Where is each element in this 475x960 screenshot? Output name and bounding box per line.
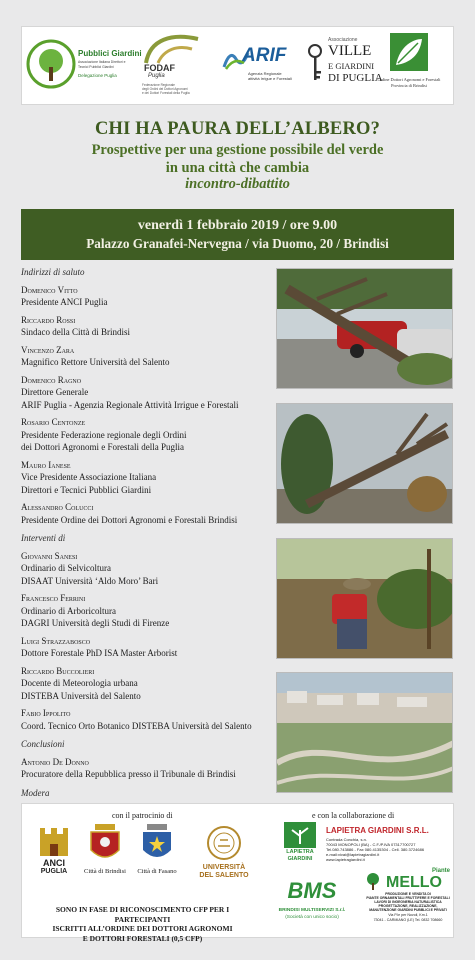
speaker-role: Magnifico Rettore Università del Salento <box>21 357 170 367</box>
mello-line2: PIANTE ORNAMENTALI FRUTTIFERE E FORESTALI <box>366 896 450 900</box>
event-subtitle-line2: in una città che cambia <box>165 160 310 176</box>
mello-line1: PRODUZIONE E VENDITA DI <box>385 892 431 896</box>
unisalento-line1: UNIVERSITÀ <box>202 864 246 871</box>
ville-w3: DI PUGLIA <box>328 72 383 84</box>
bms-line2: (Società con unico socio) <box>285 915 339 920</box>
speaker-name: Fabio Ippolito <box>21 708 71 718</box>
speaker-role: Direttore Generale <box>21 387 89 397</box>
anci-name: ANCI <box>43 858 65 868</box>
unisalento-logo <box>192 826 256 890</box>
pubblici-giardini-line3: Delegazione Puglia <box>78 73 117 78</box>
brindisi-label: Città di Brindisi <box>84 868 126 875</box>
speaker-name: Domenico Vitto <box>21 284 78 295</box>
speaker-role: Ordinario di Selvicoltura <box>21 563 111 573</box>
tree-emblem-icon <box>26 39 76 89</box>
arif-line1: Agenzia Regionale <box>248 71 282 76</box>
pubblici-giardini-line1: Associazione Italiana Direttori e <box>78 60 126 64</box>
speaker-role: Direttori e Tecnici Pubblici Giardini <box>21 484 152 495</box>
fodaf-swoosh-icon <box>142 33 202 67</box>
cfp-line1: SONO IN FASE DI RICONOSCIMENTO CFP PER I PARTECIPANTI <box>55 905 230 924</box>
castle-icon <box>38 826 70 856</box>
speaker-name: Vincenzo Zara <box>21 344 75 355</box>
pubblici-giardini-logo <box>26 33 142 99</box>
fodaf-line2: degli Ordini dei Dottori Agronomi <box>142 87 188 91</box>
sponsors-footer <box>21 803 454 943</box>
event-format: incontro-dibattito <box>185 176 290 192</box>
fodaf-line1: Federazione Regionale <box>142 83 175 87</box>
fasano-label: Città di Fasano <box>137 868 177 875</box>
ville-w2: E GIARDINI <box>328 61 375 71</box>
speaker-name: Luigi Strazzabosco <box>21 635 91 646</box>
speaker-role: Presidente Federazione regionale degli Ordini <box>21 429 187 440</box>
bms-logo <box>266 878 358 930</box>
mello-wordmark: MELLO <box>386 874 442 891</box>
anci-logo <box>32 826 76 874</box>
speaker-role: Procuratore della Repubblica presso il Tribunale di Brindisi <box>21 769 236 779</box>
program-section-heading: Conclusioni <box>21 739 65 749</box>
speaker-name: Riccardo Rossi <box>21 314 76 325</box>
unisalento-line2: DEL SALENTO <box>199 872 249 879</box>
cfp-notice <box>30 905 255 943</box>
title-block <box>0 119 475 192</box>
speaker-role: Coord. Tecnico Orto Botanico DISTEBA Università del Salento <box>21 720 252 731</box>
ordine-line2: Provincia di Brindisi <box>391 83 427 88</box>
speaker-role: Presidente Ordine dei Dottori Agronomi e Forestali Brindisi <box>21 514 238 525</box>
lapietra-logo-text1: LAPIETRA <box>286 849 314 855</box>
anci-region: PUGLIA <box>40 868 68 875</box>
speaker-role: ARIF Puglia - Agenzia Regionale Attività Irrigue e Forestali <box>21 399 239 410</box>
program-section-heading: Modera <box>21 787 50 798</box>
ordine-line1: Ordine Dottori Agronomi e Forestali <box>377 77 441 82</box>
coat-of-arms-icon <box>89 824 121 864</box>
photo-arborist-planting <box>276 538 453 659</box>
lapietra-address-3: Tel.080.743886 - Fax 080.4135304 - Cell. 380.3724686 <box>326 847 425 852</box>
cfp-line2: ISCRITTI ALL’ORDINE DEI DOTTORI AGRONOMI <box>52 924 233 933</box>
speaker-role: Dottore Forestale PhD ISA Master Arborist <box>21 648 178 658</box>
speaker-name: Riccardo Buccolieri <box>21 665 95 676</box>
arif-name: ARIF <box>242 45 287 66</box>
lapietra-address-4: e-mail:vivai@lapietragiardini.it <box>326 852 380 857</box>
fodaf-line3: e dei Dottori Forestali della Puglia <box>142 91 190 95</box>
partner-logos-header <box>21 26 454 105</box>
key-icon <box>306 43 324 83</box>
speaker-name: Giovanni Sanesi <box>21 550 78 561</box>
speaker-name: Francesco Ferrini <box>21 593 86 603</box>
speaker-role: Vice Presidente Associazione Italiana <box>21 472 157 482</box>
collaborazione-label: e con la collaborazione di <box>312 811 395 820</box>
speaker-role: dei Dottori Agronomi e Forestali della Puglia <box>21 442 184 452</box>
patrocinio-label: con il patrocinio di <box>112 811 173 820</box>
lapietra-address-2: 70043 MONOPOLI (BA) - C.F./P.IVA 07317700727 <box>326 842 416 847</box>
mello-line3: LAVORI DI INGEGNERIA NATURALISTICA <box>374 900 442 904</box>
mello-line4: PROGETTAZIONE, REALIZZAZIONE, <box>378 904 438 908</box>
speaker-name: Rosario Centonze <box>21 417 86 427</box>
mello-line6: Via P.le per Novoli, Km.1 <box>388 913 428 917</box>
star-crest-icon <box>141 824 173 864</box>
speaker-role: Sindaco della Città di Brindisi <box>21 327 130 337</box>
arif-line2: attività Irrigue e Forestali <box>248 76 292 81</box>
lapietra-logo-text2: GIARDINI <box>287 856 313 862</box>
fodaf-name: FODAF <box>144 63 175 73</box>
photo-city-park-aerial <box>276 672 453 793</box>
speaker-role: Ordinario di Arboricoltura <box>21 605 116 616</box>
pubblici-giardini-name: Pubblici Giardini <box>78 49 142 58</box>
speaker-role: DAGRI Università degli Studi di Firenze <box>21 618 170 628</box>
photo-uprooted-tree <box>276 403 453 524</box>
speaker-role: DISTEBA Università del Salento <box>21 690 141 701</box>
event-title: CHI HA PAURA DELL’ALBERO? <box>94 119 381 139</box>
speaker-name: Mauro Ianese <box>21 459 71 470</box>
lapietra-address-1: Contrada Conchia, s.n. <box>326 837 367 842</box>
brindisi-crest <box>82 824 128 884</box>
bms-line1: BRINDISI MULTISERVIZI S.r.l. <box>278 908 346 913</box>
program-section-heading: Interventi di <box>21 533 66 543</box>
speaker-role: DISAAT Università ‘Aldo Moro’ Bari <box>21 575 159 586</box>
arif-logo <box>220 33 298 99</box>
ville-pre: Associazione <box>328 37 358 43</box>
event-date: venerdì 1 febbraio 2019 / ore 9.00 <box>137 218 338 233</box>
mello-top: Piante <box>431 868 450 874</box>
ordine-agronomi-logo <box>366 33 452 99</box>
speaker-role: Presidente ANCI Puglia <box>21 297 108 307</box>
mello-line5: MANUTENZIONE GIARDINI PUBBLICI E PRIVATI <box>369 908 447 912</box>
university-seal-icon <box>207 826 241 860</box>
fasano-crest <box>134 824 180 884</box>
fodaf-region: Puglia <box>148 73 165 79</box>
program-list <box>21 266 271 829</box>
lapietra-logo <box>278 822 448 868</box>
date-venue-band <box>21 209 454 260</box>
leaf-emblem-icon <box>390 33 428 71</box>
mello-line7: 73041 - CARMIANO (LE) Tel. 0832 708660 <box>373 918 443 922</box>
speaker-name: Alessandro Colucci <box>21 502 94 512</box>
fodaf-logo <box>140 33 214 99</box>
cfp-line3: E DOTTORI FORESTALI (0,5 CFP) <box>82 933 203 943</box>
speaker-role: Docente di Meteorologia urbana <box>21 678 138 688</box>
pubblici-giardini-line2: Tecnici Pubblici Giardini <box>78 65 114 69</box>
event-subtitle-line1: Prospettive per una gestione possibile del verde <box>91 142 384 158</box>
program-section-heading: Indirizzi di saluto <box>21 267 85 277</box>
lapietra-name: LAPIETRA GIARDINI S.R.L. <box>326 826 429 835</box>
plant-icon <box>284 822 316 848</box>
lapietra-address-5: www.lapietragiardini.it <box>326 857 365 862</box>
event-venue: Palazzo Granafei-Nervegna / via Duomo, 20 / Brindisi <box>86 236 389 251</box>
ville-w1: VILLE <box>328 43 372 59</box>
bms-wordmark: BMS <box>287 878 337 903</box>
speaker-name: Antonio De Donno <box>21 756 89 767</box>
mello-logo <box>364 868 452 934</box>
photo-fallen-tree-on-car <box>276 268 453 389</box>
speaker-name: Domenico Ragno <box>21 374 82 385</box>
